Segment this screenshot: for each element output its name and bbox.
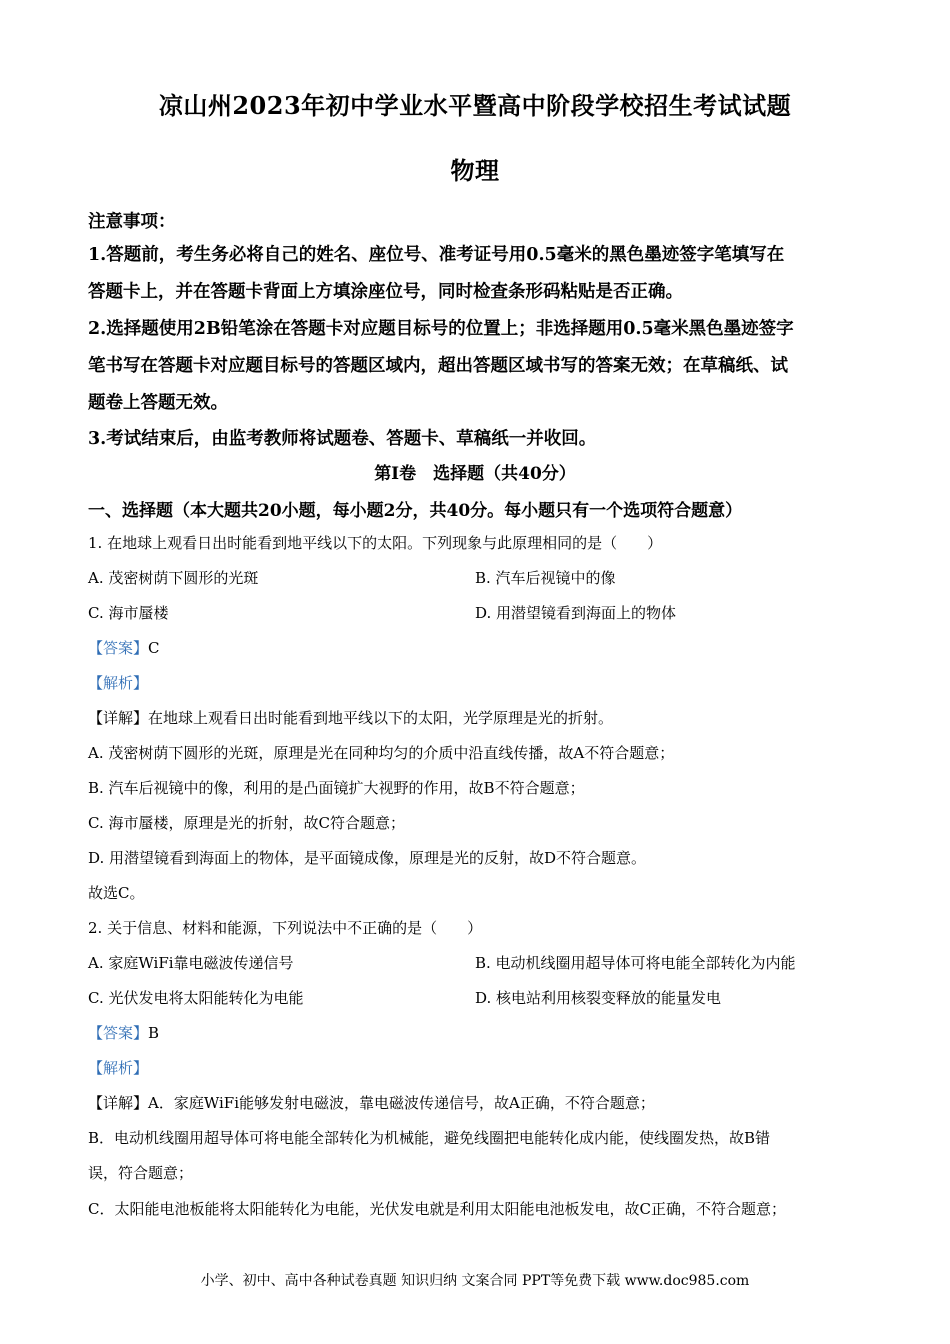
exam-title: 凉山州2023年初中学业水平暨高中阶段学校招生考试试题 <box>158 91 792 120</box>
q1-analysis-label: 【解析】 <box>88 674 149 692</box>
q1-explain-line: D. 用潜望镜看到海面上的物体，是平面镜成像，原理是光的反射，故D不符合题意。 <box>88 849 647 867</box>
exam-subject: 物理 <box>450 156 500 185</box>
q1-explain-line: B. 汽车后视镜中的像，利用的是凸面镜扩大视野的作用，故B不符合题意； <box>88 779 585 797</box>
answer-value: C <box>148 639 160 657</box>
answer-value: B <box>148 1024 160 1042</box>
q2-answer <box>88 1022 159 1043</box>
q1-option-c: C. 海市蜃楼 <box>88 604 169 622</box>
notes-line: 1.答题前，考生务必将自己的姓名、座位号、准考证号用0.5毫米的黑色墨迹签字笔填写在 <box>88 245 785 265</box>
detail-text: 在地球上观看日出时能看到地平线以下的太阳，光学原理是光的折射。 <box>148 709 614 727</box>
notes-line: 2.选择题使用2B铅笔涂在答题卡对应题目标号的位置上；非选择题用0.5毫米黑色墨迹签字 <box>88 319 794 339</box>
answer-label: 【答案】 <box>88 1024 149 1042</box>
detail-label: 【详解】 <box>88 709 149 727</box>
q2-option-c: C. 光伏发电将太阳能转化为电能 <box>88 989 304 1007</box>
part-title: 一、选择题（本大题共20小题，每小题2分，共40分。每小题只有一个选项符合题意） <box>88 501 743 521</box>
q2-detail <box>88 1092 655 1113</box>
q1-explain-line: 故选C。 <box>88 884 145 902</box>
notes-line: 3.考试结束后，由监考教师将试题卷、答题卡、草稿纸一并收回。 <box>88 429 597 449</box>
question-2-stem: 2. 关于信息、材料和能源，下列说法中不正确的是（ ） <box>88 919 483 937</box>
q1-option-b: B. 汽车后视镜中的像 <box>475 569 616 587</box>
notes-heading: 注意事项： <box>88 212 176 232</box>
q2-option-b: B. 电动机线圈用超导体可将电能全部转化为内能 <box>475 954 796 972</box>
q2-analysis-label: 【解析】 <box>88 1059 149 1077</box>
q2-explain-line: C．太阳能电池板能将太阳能转化为电能，光伏发电就是利用太阳能电池板发电，故C正确，不符合题意； <box>88 1200 786 1218</box>
page-footer: 小学、初中、高中各种试卷真题 知识归纳 文案合同 PPT等免费下载 www.doc985.com <box>200 1273 750 1289</box>
q2-explain-line: 误，符合题意； <box>88 1164 194 1182</box>
q1-option-a: A. 茂密树荫下圆形的光斑 <box>88 569 259 587</box>
notes-line: 笔书写在答题卡对应题目标号的答题区域内，超出答题区域书写的答案无效；在草稿纸、试 <box>88 356 788 376</box>
q2-option-a: A. 家庭WiFi靠电磁波传递信号 <box>88 954 294 972</box>
question-1-stem: 1. 在地球上观看日出时能看到地平线以下的太阳。下列现象与此原理相同的是（ ） <box>88 534 663 552</box>
section-title: 第I卷 选择题（共40分） <box>374 464 576 484</box>
detail-text: A．家庭WiFi能够发射电磁波，靠电磁波传递信号，故A正确，不符合题意； <box>148 1094 655 1112</box>
q1-detail <box>88 707 613 728</box>
notes-line: 题卷上答题无效。 <box>88 393 228 413</box>
q1-answer <box>88 637 160 658</box>
detail-label: 【详解】 <box>88 1094 149 1112</box>
q1-explain-line: A. 茂密树荫下圆形的光斑，原理是光在同种均匀的介质中沿直线传播，故A不符合题意； <box>88 744 675 762</box>
notes-line: 答题卡上，并在答题卡背面上方填涂座位号，同时检查条形码粘贴是否正确。 <box>88 282 683 302</box>
answer-label: 【答案】 <box>88 639 149 657</box>
q2-option-d: D. 核电站利用核裂变释放的能量发电 <box>475 989 722 1007</box>
q2-explain-line: B．电动机线圈用超导体可将电能全部转化为机械能，避免线圈把电能转化成内能，使线圈发热，故B错 <box>88 1129 771 1147</box>
q1-option-d: D. 用潜望镜看到海面上的物体 <box>475 604 677 622</box>
q1-explain-line: C. 海市蜃楼，原理是光的折射，故C符合题意； <box>88 814 405 832</box>
